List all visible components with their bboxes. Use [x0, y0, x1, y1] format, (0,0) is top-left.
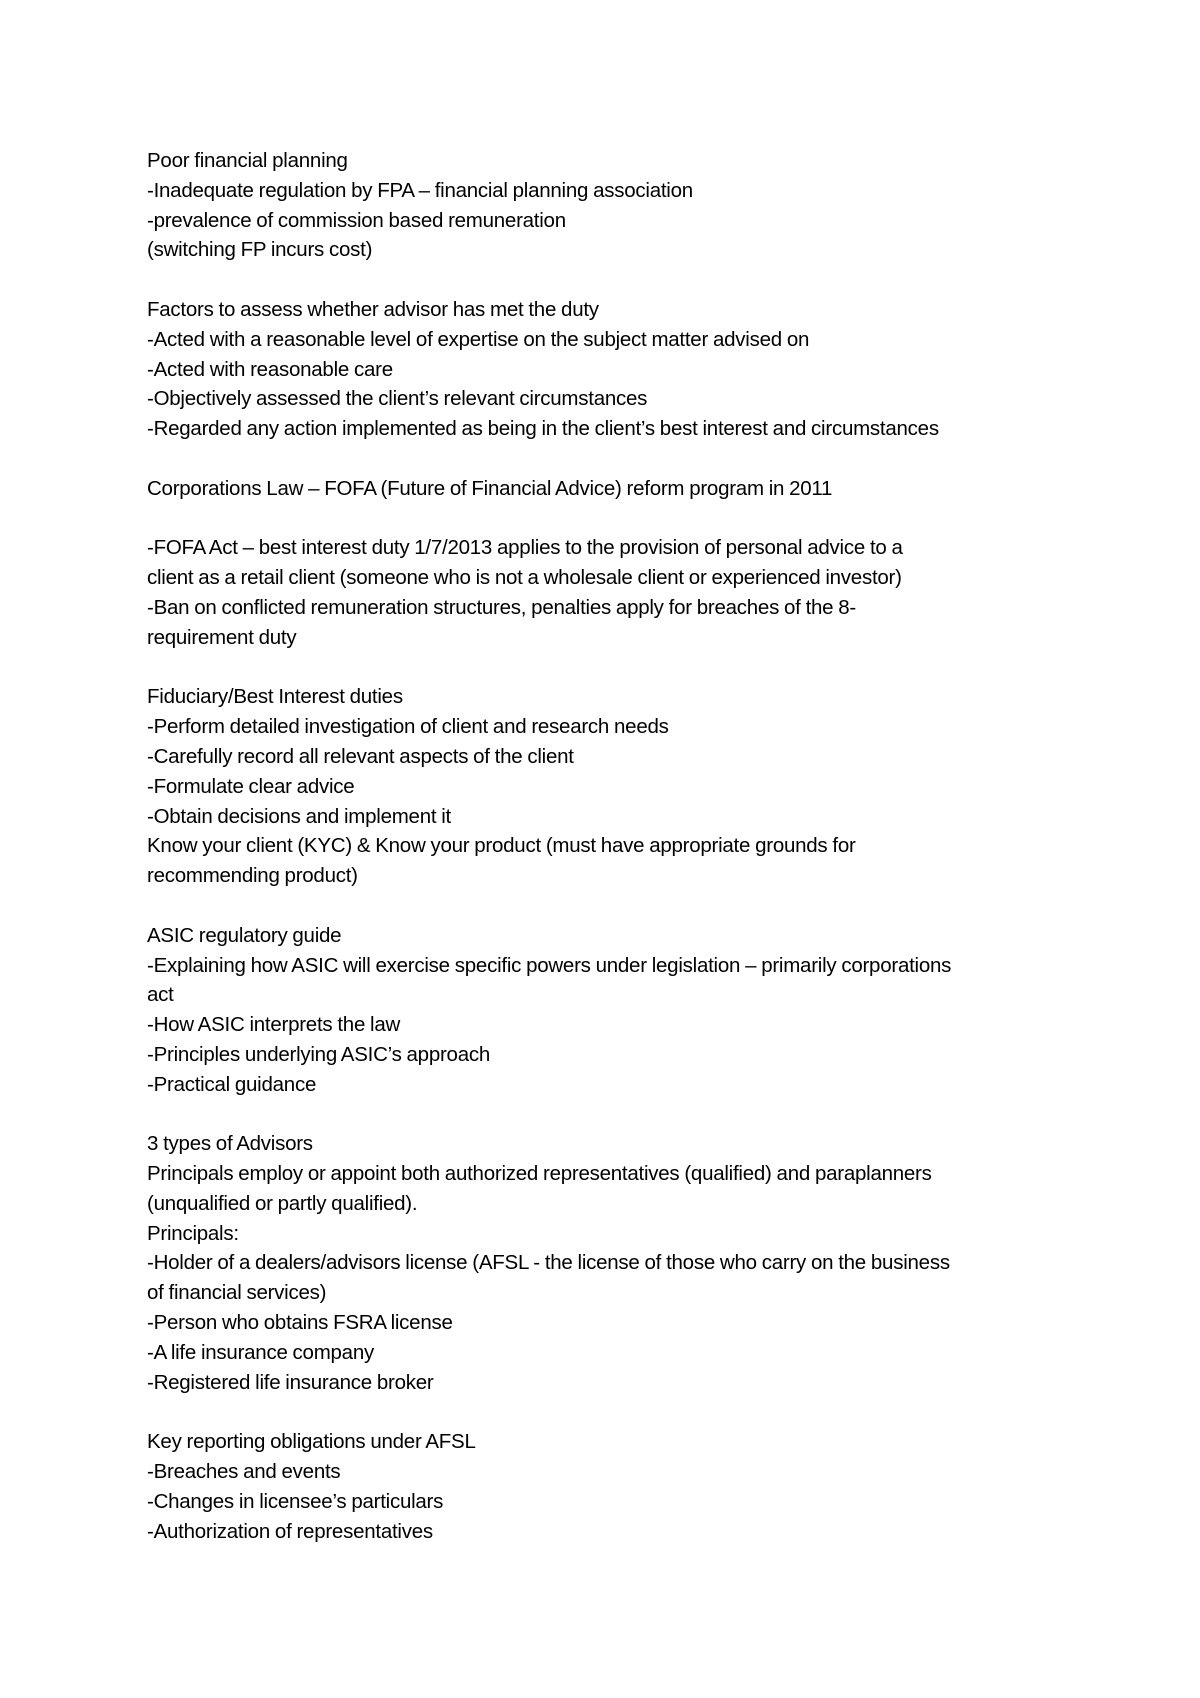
- section-heading: Factors to assess whether advisor has met the duty: [147, 297, 599, 321]
- bullet-line: -Inadequate regulation by FPA – financial planning association: [147, 178, 693, 202]
- text-line: recommending product): [147, 864, 358, 888]
- bullet-line: -Carefully record all relevant aspects of the client: [147, 744, 574, 768]
- document-body: [147, 146, 1067, 1576]
- section-advisor-types: [147, 1129, 1067, 1397]
- bullet-line: -A life insurance company: [147, 1340, 374, 1364]
- bullet-line: -Formulate clear advice: [147, 774, 355, 798]
- section-fiduciary-duties: [147, 682, 1067, 891]
- section-heading: Fiduciary/Best Interest duties: [147, 685, 403, 709]
- section-fofa-act: [147, 533, 1067, 652]
- bullet-line: -Acted with reasonable care: [147, 357, 393, 381]
- section-corporations-law: [147, 474, 1067, 504]
- section-heading: ASIC regulatory guide: [147, 923, 342, 947]
- bullet-line: -Objectively assessed the client’s relevant circumstances: [147, 387, 648, 411]
- text-line: act: [147, 983, 174, 1007]
- section-reporting-obligations: [147, 1427, 1067, 1546]
- bullet-line: -Perform detailed investigation of client and research needs: [147, 715, 669, 739]
- section-heading: 3 types of Advisors: [147, 1132, 313, 1156]
- bullet-line: -Obtain decisions and implement it: [147, 804, 451, 828]
- bullet-line: -Principles underlying ASIC’s approach: [147, 1042, 491, 1066]
- text-line: client as a retail client (someone who is not a wholesale client or experienced investor): [147, 566, 902, 590]
- bullet-line: -Acted with a reasonable level of expertise on the subject matter advised on: [147, 327, 810, 351]
- text-line: Principals employ or appoint both authorized representatives (qualified) and paraplanners: [147, 1162, 932, 1186]
- bullet-line: -Authorization of representatives: [147, 1519, 433, 1543]
- bullet-line: -Breaches and events: [147, 1460, 341, 1484]
- section-poor-financial-planning: [147, 146, 1067, 265]
- text-line: Know your client (KYC) & Know your product (must have appropriate grounds for: [147, 834, 856, 858]
- bullet-line: -Registered life insurance broker: [147, 1370, 434, 1394]
- bullet-line: -Ban on conflicted remuneration structures, penalties apply for breaches of the 8-: [147, 595, 856, 619]
- bullet-line: -Changes in licensee’s particulars: [147, 1489, 444, 1513]
- bullet-line: -Holder of a dealers/advisors license (AFSL - the license of those who carry on the business: [147, 1251, 950, 1275]
- text-line: (unqualified or partly qualified).: [147, 1191, 418, 1215]
- bullet-line: -Regarded any action implemented as being in the client’s best interest and circumstances: [147, 417, 939, 441]
- section-heading: Key reporting obligations under AFSL: [147, 1430, 476, 1454]
- text-line: requirement duty: [147, 625, 297, 649]
- bullet-line: -Practical guidance: [147, 1072, 317, 1096]
- bullet-line: -Explaining how ASIC will exercise specific powers under legislation – primarily corporations: [147, 953, 952, 977]
- text-line: (switching FP incurs cost): [147, 238, 373, 262]
- text-line: Principals:: [147, 1221, 239, 1245]
- section-asic-guide: [147, 921, 1067, 1100]
- bullet-line: -How ASIC interprets the law: [147, 1013, 401, 1037]
- bullet-line: -prevalence of commission based remuneration: [147, 208, 566, 232]
- bullet-line: -Person who obtains FSRA license: [147, 1311, 453, 1335]
- bullet-line: -FOFA Act – best interest duty 1/7/2013 applies to the provision of personal advice to a: [147, 536, 903, 560]
- section-duty-factors: [147, 295, 1067, 444]
- section-heading: Corporations Law – FOFA (Future of Financial Advice) reform program in 2011: [147, 476, 833, 500]
- text-line: of financial services): [147, 1281, 327, 1305]
- section-heading: Poor financial planning: [147, 149, 348, 172]
